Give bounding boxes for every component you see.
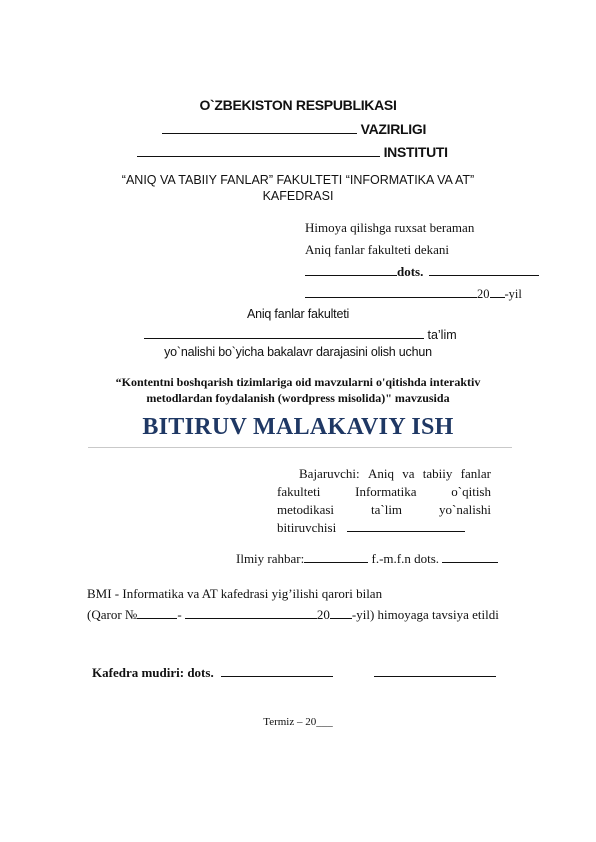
approval-year-suffix: -yil — [504, 287, 522, 301]
performer-word: Bajaruvchi: — [299, 466, 360, 481]
performer-word: tabiiy — [422, 466, 453, 481]
direction-line-2 — [144, 326, 457, 342]
performer-name-blank — [347, 519, 465, 532]
performer-word: va — [402, 466, 415, 481]
institute-line — [137, 144, 448, 160]
performer-block — [277, 465, 491, 537]
footer-city: Termiz – 20 — [263, 716, 317, 728]
supervisor-line — [236, 550, 498, 567]
footer-year-blank: ___ — [316, 716, 333, 728]
head-signature-blank — [221, 664, 333, 677]
head-name-blank — [374, 664, 496, 677]
faculty-line-2: KAFEDRASI — [262, 189, 334, 203]
decision-year: 20 — [316, 607, 330, 622]
decision-line-2 — [87, 606, 499, 623]
topic-line-2: metodlardan foydalanish (wordpress misolida)" mavzusida — [146, 391, 450, 405]
decision-dash: - — [177, 607, 182, 622]
decision-year-blank — [330, 606, 352, 619]
approval-date — [305, 285, 522, 302]
performer-word: ta`lim — [371, 502, 403, 517]
head-line — [92, 664, 496, 681]
direction-line-1: Aniq fanlar fakulteti — [246, 307, 350, 321]
performer-word: yo`nalishi — [439, 502, 491, 517]
approval-year-blank — [490, 285, 505, 298]
approval-line-1: Himoya qilishga ruxsat beraman — [305, 220, 475, 235]
decision-line-1: BMI - Informatika va AT kafedrasi yig’ilishi qarori bilan — [87, 586, 383, 601]
direction-talim: ta’lim — [427, 328, 457, 342]
direction-line-3: yo`nalishi bo`yicha bakalavr darajasini olish uchun — [164, 345, 432, 359]
decision-number-blank — [137, 606, 177, 619]
supervisor-name-blank — [442, 550, 498, 563]
decision-date-blank — [185, 606, 317, 619]
performer-word: fakulteti — [277, 484, 321, 499]
supervisor-label: Ilmiy rahbar: — [236, 551, 305, 566]
direction-blank — [144, 326, 424, 339]
performer-word: Aniq — [367, 466, 394, 481]
work-title: BITIRUV MALAKAVIY ISH — [142, 414, 454, 440]
head-label: Kafedra mudiri: dots. — [92, 665, 214, 680]
approval-date-blank — [305, 285, 477, 298]
supervisor-signature-blank — [304, 550, 368, 563]
dean-signature-blank — [305, 263, 397, 276]
ministry-label: VAZIRLIGI — [360, 121, 427, 137]
faculty-line-1: “ANIQ VA TABIIY FANLAR” FAKULTETI “INFORMATIKA VA AT” — [121, 173, 475, 187]
decision-suffix: -yil) himoyaga tavsiya etildi — [351, 607, 499, 622]
performer-line-2 — [277, 483, 491, 501]
title-divider — [88, 447, 512, 448]
supervisor-degree: f.-m.f.n dots. — [371, 551, 440, 566]
performer-line-3 — [277, 501, 491, 519]
performer-word: Informatika — [355, 484, 417, 499]
topic-line-1: “Kontentni boshqarish tizimlariga oid mavzularni o'qitishda interaktiv — [115, 375, 481, 389]
ministry-line — [162, 121, 426, 137]
performer-line-4 — [277, 519, 491, 537]
republic-title: O`ZBEKISTON RESPUBLIKASI — [199, 97, 397, 113]
decision-qaror: (Qaror № — [87, 607, 138, 622]
performer-graduate-label: bitiruvchisi — [277, 520, 337, 535]
footer-city-year — [0, 716, 596, 728]
approval-dean-signature — [305, 263, 539, 280]
approval-line-2: Aniq fanlar fakulteti dekani — [305, 242, 450, 257]
dean-dots-label: dots. — [397, 264, 424, 279]
performer-word: metodikasi — [277, 502, 335, 517]
performer-word: o`qitish — [451, 484, 491, 499]
performer-word: fanlar — [460, 466, 491, 481]
institute-blank — [137, 144, 380, 157]
ministry-blank — [162, 121, 357, 134]
institute-label: INSTITUTI — [383, 144, 448, 160]
dean-name-blank — [429, 263, 539, 276]
performer-line-1 — [277, 465, 491, 483]
approval-year-prefix: 20 — [477, 287, 490, 301]
